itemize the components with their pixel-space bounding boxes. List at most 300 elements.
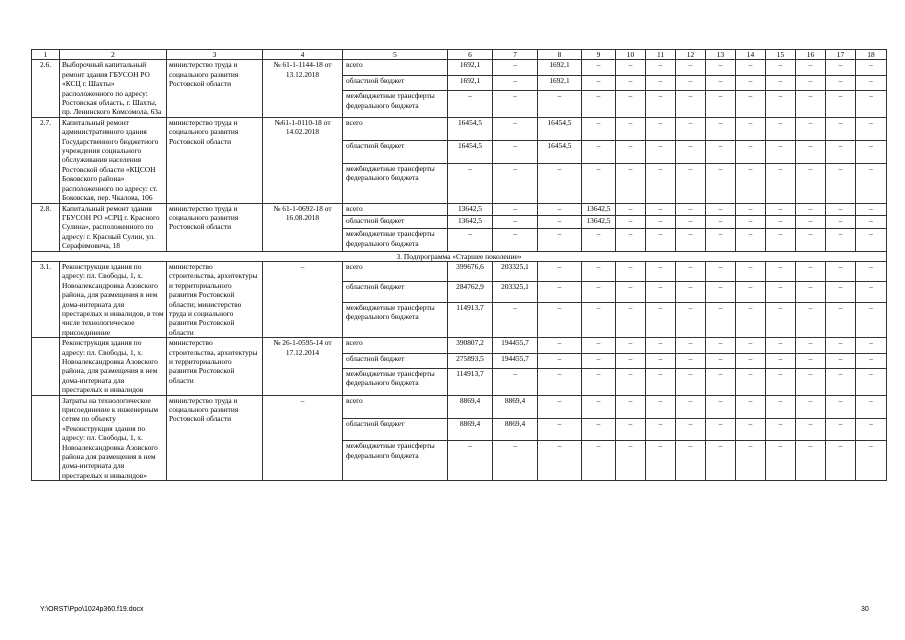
amount-cell: – (826, 338, 856, 353)
amount-cell: – (826, 418, 856, 441)
amount-cell: – (706, 216, 736, 229)
amount-cell: – (582, 75, 616, 90)
amount-cell: – (826, 282, 856, 302)
amount-cell: – (493, 229, 538, 251)
amount-cell: – (766, 91, 796, 118)
amount-cell: – (646, 75, 676, 90)
amount-cell: – (706, 418, 736, 441)
amount-cell: – (646, 216, 676, 229)
amount-cell: – (538, 368, 582, 395)
amount-cell: – (616, 203, 646, 216)
funding-source: областной бюджет (343, 282, 448, 302)
amount-cell: – (616, 338, 646, 353)
amount-cell: – (856, 282, 887, 302)
amount-cell: – (538, 395, 582, 418)
amount-cell: – (646, 140, 676, 163)
table-row (32, 117, 887, 140)
amount-cell: – (826, 140, 856, 163)
amount-cell: – (538, 441, 582, 481)
amount-cell: – (796, 163, 826, 203)
amount-cell: – (796, 261, 826, 281)
funding-source: всего (343, 338, 448, 353)
amount-cell: – (582, 302, 616, 337)
amount-cell: – (538, 91, 582, 118)
column-number-header (32, 50, 887, 60)
amount-cell: – (616, 163, 646, 203)
amount-cell: 194455,7 (493, 338, 538, 353)
amount-cell: – (646, 395, 676, 418)
amount-cell: – (766, 261, 796, 281)
column-header: 14 (736, 50, 766, 60)
amount-cell: 203325,1 (493, 261, 538, 281)
funding-source: областной бюджет (343, 353, 448, 368)
amount-cell: – (706, 163, 736, 203)
amount-cell: – (616, 261, 646, 281)
amount-cell: – (616, 117, 646, 140)
amount-cell: – (616, 75, 646, 90)
amount-cell: – (796, 60, 826, 75)
amount-cell: – (616, 216, 646, 229)
amount-cell: – (582, 353, 616, 368)
column-header: 4 (263, 50, 343, 60)
amount-cell: – (706, 60, 736, 75)
column-header: 13 (706, 50, 736, 60)
footer-file-path: Y:\ORST\Ppo\1024p360.f19.docx (40, 606, 144, 613)
amount-cell: – (736, 302, 766, 337)
amount-cell: 8869,4 (493, 418, 538, 441)
amount-cell: – (856, 163, 887, 203)
amount-cell: – (538, 229, 582, 251)
amount-cell: – (493, 216, 538, 229)
amount-cell: – (766, 216, 796, 229)
amount-cell: 1692,1 (448, 60, 493, 75)
amount-cell: – (796, 368, 826, 395)
amount-cell: – (646, 163, 676, 203)
amount-cell: – (706, 75, 736, 90)
column-header: 10 (616, 50, 646, 60)
amount-cell: – (766, 282, 796, 302)
amount-cell: – (646, 441, 676, 481)
amount-cell: – (766, 203, 796, 216)
funding-source: всего (343, 261, 448, 281)
amount-cell: – (766, 140, 796, 163)
amount-cell: – (582, 368, 616, 395)
object-name: Капитальный ремонт здания ГБУСОН РО «СРЦ г. Красного Сулина», расположенного по адресу: г. Красный Сулин, ул. Серафимовича, 18 (60, 203, 167, 251)
amount-cell: – (538, 282, 582, 302)
amount-cell: – (538, 353, 582, 368)
amount-cell: – (582, 117, 616, 140)
amount-cell: – (616, 418, 646, 441)
amount-cell: – (796, 441, 826, 481)
amount-cell: – (706, 338, 736, 353)
amount-cell: 275893,5 (448, 353, 493, 368)
amount-cell: – (646, 91, 676, 118)
item-number (32, 338, 60, 395)
table-row (32, 60, 887, 75)
amount-cell: – (676, 261, 706, 281)
amount-cell: – (766, 441, 796, 481)
amount-cell: – (646, 229, 676, 251)
amount-cell: – (796, 117, 826, 140)
amount-cell: – (826, 441, 856, 481)
amount-cell: – (493, 140, 538, 163)
document-table-container (31, 49, 876, 481)
amount-cell: – (646, 302, 676, 337)
amount-cell: 8869,4 (448, 418, 493, 441)
amount-cell: – (796, 338, 826, 353)
amount-cell: – (766, 75, 796, 90)
amount-cell: – (856, 441, 887, 481)
object-name: Выборочный капитальный ремонт здания ГБУСОН РО «КСЦ г. Шахты» расположенного по адресу: Ростовская область, г. Шахты, пр. Ленинского Комсомола, 63а (60, 60, 167, 117)
amount-cell: – (766, 117, 796, 140)
funding-source: областной бюджет (343, 140, 448, 163)
amount-cell: 399676,6 (448, 261, 493, 281)
amount-cell: – (856, 368, 887, 395)
amount-cell: 16454,5 (538, 117, 582, 140)
amount-cell: – (616, 368, 646, 395)
amount-cell: – (616, 140, 646, 163)
amount-cell: – (616, 282, 646, 302)
funding-source: межбюджетные трансферты федерального бюджета (343, 302, 448, 337)
amount-cell: – (856, 261, 887, 281)
amount-cell: – (706, 117, 736, 140)
amount-cell: – (766, 163, 796, 203)
column-header: 9 (582, 50, 616, 60)
amount-cell: – (616, 302, 646, 337)
amount-cell: – (582, 261, 616, 281)
amount-cell: 16454,5 (448, 140, 493, 163)
amount-cell: – (706, 441, 736, 481)
amount-cell: 390807,2 (448, 338, 493, 353)
expertise-document: – (263, 261, 343, 337)
amount-cell: – (796, 229, 826, 251)
column-header: 5 (343, 50, 448, 60)
amount-cell: – (826, 395, 856, 418)
amount-cell: – (736, 140, 766, 163)
amount-cell: – (856, 140, 887, 163)
funding-source: областной бюджет (343, 75, 448, 90)
amount-cell: – (493, 368, 538, 395)
amount-cell: 1692,1 (538, 75, 582, 90)
amount-cell: – (766, 353, 796, 368)
amount-cell: 203325,1 (493, 282, 538, 302)
executor: министерство строительства, архитектуры и территориального развития Ростовской области (167, 338, 263, 395)
funding-source: межбюджетные трансферты федерального бюджета (343, 441, 448, 481)
amount-cell: – (646, 117, 676, 140)
executor: министерство труда и социального развития Ростовской области (167, 117, 263, 203)
amount-cell: 194455,7 (493, 353, 538, 368)
column-header: 6 (448, 50, 493, 60)
funding-source: всего (343, 203, 448, 216)
amount-cell: – (582, 163, 616, 203)
amount-cell: – (616, 441, 646, 481)
item-number: 2.7. (32, 117, 60, 203)
amount-cell: – (676, 395, 706, 418)
amount-cell: – (856, 418, 887, 441)
amount-cell: – (493, 203, 538, 216)
amount-cell: – (616, 395, 646, 418)
amount-cell: – (493, 163, 538, 203)
table-row (32, 203, 887, 216)
amount-cell: – (448, 441, 493, 481)
amount-cell: – (646, 353, 676, 368)
amount-cell: – (826, 163, 856, 203)
amount-cell: – (582, 441, 616, 481)
column-header: 7 (493, 50, 538, 60)
amount-cell: – (706, 140, 736, 163)
amount-cell: – (646, 368, 676, 395)
amount-cell: – (646, 261, 676, 281)
funding-source: межбюджетные трансферты федерального бюджета (343, 91, 448, 118)
amount-cell: – (706, 395, 736, 418)
amount-cell: – (538, 302, 582, 337)
amount-cell: – (736, 338, 766, 353)
amount-cell: – (676, 75, 706, 90)
column-header: 17 (826, 50, 856, 60)
amount-cell: – (856, 302, 887, 337)
subprogram-row (32, 251, 887, 261)
amount-cell: 13642,5 (582, 203, 616, 216)
object-name: Реконструкция здания по адресу: пл. Свободы, 1, х. Новоалександровка Азовского района, для размещения в нем дома-интерната для престарелых и инвалидов (60, 338, 167, 395)
amount-cell: – (796, 418, 826, 441)
amount-cell: 114913,7 (448, 302, 493, 337)
amount-cell: – (676, 302, 706, 337)
executor: министерство труда и социального развития Ростовской области (167, 60, 263, 117)
amount-cell: – (706, 229, 736, 251)
amount-cell: – (736, 203, 766, 216)
amount-cell: 114913,7 (448, 368, 493, 395)
amount-cell: – (796, 395, 826, 418)
expertise-document: № 61-1-1144-18 от 13.12.2018 (263, 60, 343, 117)
amount-cell: – (796, 282, 826, 302)
amount-cell: – (676, 163, 706, 203)
amount-cell: – (493, 75, 538, 90)
amount-cell: – (538, 261, 582, 281)
amount-cell: – (736, 75, 766, 90)
amount-cell: – (582, 60, 616, 75)
amount-cell: – (736, 368, 766, 395)
executor: министерство строительства, архитектуры и территориального развития Ростовской области; министерство труда и социального развития Ростовской области (167, 261, 263, 337)
amount-cell: – (826, 91, 856, 118)
amount-cell: – (856, 353, 887, 368)
column-header: 8 (538, 50, 582, 60)
amount-cell: – (766, 368, 796, 395)
amount-cell: – (616, 60, 646, 75)
amount-cell: – (796, 91, 826, 118)
table-row (32, 261, 887, 281)
amount-cell: – (826, 229, 856, 251)
amount-cell: – (706, 282, 736, 302)
amount-cell: – (736, 261, 766, 281)
amount-cell: – (676, 140, 706, 163)
amount-cell: – (766, 395, 796, 418)
amount-cell: – (538, 203, 582, 216)
amount-cell: 13642,5 (448, 203, 493, 216)
funding-source: всего (343, 395, 448, 418)
funding-source: областной бюджет (343, 418, 448, 441)
table-row (32, 395, 887, 418)
funding-source: всего (343, 60, 448, 75)
funding-source: межбюджетные трансферты федерального бюджета (343, 229, 448, 251)
amount-cell: – (493, 441, 538, 481)
object-name: Затраты на технологическое присоединение к инженерным сетям по объекту «Реконструкция здания по адресу: пл. Свободы, 1, х. Новоалександровка Азовского района для размещения в нем дома-интерната для престарелых и инвалидов» (60, 395, 167, 481)
amount-cell: – (493, 91, 538, 118)
amount-cell: – (616, 229, 646, 251)
amount-cell: – (676, 216, 706, 229)
amount-cell: – (582, 91, 616, 118)
amount-cell: – (706, 203, 736, 216)
amount-cell: – (582, 282, 616, 302)
amount-cell: – (826, 60, 856, 75)
amount-cell: – (448, 91, 493, 118)
table-body-section-2 (32, 60, 887, 251)
amount-cell: – (856, 338, 887, 353)
amount-cell: – (676, 441, 706, 481)
amount-cell: – (448, 229, 493, 251)
amount-cell: – (538, 418, 582, 441)
item-number: 3.1. (32, 261, 60, 337)
column-header: 11 (646, 50, 676, 60)
amount-cell: – (826, 368, 856, 395)
amount-cell: – (582, 418, 616, 441)
amount-cell: – (582, 229, 616, 251)
amount-cell: – (796, 302, 826, 337)
amount-cell: 1692,1 (448, 75, 493, 90)
amount-cell: – (736, 60, 766, 75)
subprogram-title: 3. Подпрограмма «Старшее поколение» (32, 251, 887, 261)
amount-cell: – (646, 203, 676, 216)
amount-cell: – (796, 353, 826, 368)
amount-cell: – (766, 302, 796, 337)
amount-cell: – (676, 338, 706, 353)
funding-source: межбюджетные трансферты федерального бюджета (343, 368, 448, 395)
column-header: 18 (856, 50, 887, 60)
amount-cell: – (676, 60, 706, 75)
table-body-section-3 (32, 261, 887, 480)
amount-cell: – (448, 163, 493, 203)
amount-cell: – (856, 75, 887, 90)
amount-cell: 16454,5 (538, 140, 582, 163)
amount-cell: – (676, 368, 706, 395)
amount-cell: – (676, 353, 706, 368)
expertise-document: № 26-1-0595-14 от 17.12.2014 (263, 338, 343, 395)
amount-cell: – (736, 163, 766, 203)
page-number: 30 (861, 606, 869, 613)
amount-cell: – (582, 338, 616, 353)
amount-cell: – (646, 282, 676, 302)
amount-cell: – (856, 91, 887, 118)
amount-cell: – (796, 140, 826, 163)
amount-cell: – (736, 117, 766, 140)
amount-cell: 8869,4 (493, 395, 538, 418)
column-header: 3 (167, 50, 263, 60)
amount-cell: – (676, 91, 706, 118)
column-header: 1 (32, 50, 60, 60)
amount-cell: – (493, 60, 538, 75)
column-header: 16 (796, 50, 826, 60)
financing-table (31, 49, 887, 481)
amount-cell: – (856, 117, 887, 140)
amount-cell: – (856, 229, 887, 251)
amount-cell: – (826, 117, 856, 140)
amount-cell: – (706, 302, 736, 337)
amount-cell: – (826, 261, 856, 281)
amount-cell: – (676, 117, 706, 140)
amount-cell: – (856, 216, 887, 229)
column-header: 15 (766, 50, 796, 60)
amount-cell: – (826, 75, 856, 90)
amount-cell: – (736, 282, 766, 302)
amount-cell: – (538, 216, 582, 229)
funding-source: межбюджетные трансферты федерального бюджета (343, 163, 448, 203)
amount-cell: – (856, 60, 887, 75)
amount-cell: – (676, 418, 706, 441)
item-number: 2.6. (32, 60, 60, 117)
amount-cell: – (736, 229, 766, 251)
column-header: 12 (676, 50, 706, 60)
amount-cell: – (796, 203, 826, 216)
amount-cell: – (736, 395, 766, 418)
amount-cell: – (796, 216, 826, 229)
amount-cell: – (766, 338, 796, 353)
object-name: Капитальный ремонт административного здания Государственного бюджетного учреждения социального обслуживания населения Ростовской области «КЦСОН Боковского района» расположенного по адресу: ст. Боковская, пер. Чкалова, 106 (60, 117, 167, 203)
amount-cell: 13642,5 (448, 216, 493, 229)
amount-cell: – (856, 203, 887, 216)
amount-cell: – (766, 418, 796, 441)
table-row (32, 338, 887, 353)
amount-cell: – (766, 60, 796, 75)
amount-cell: – (826, 353, 856, 368)
object-name: Реконструкция здания по адресу: пл. Свободы, 1, х. Новоалександровка Азовского района, для размещения в нем дома-интерната для престарелых и инвалидов, в том числе технологическое присоединение (60, 261, 167, 337)
amount-cell: – (826, 302, 856, 337)
column-header: 2 (60, 50, 167, 60)
amount-cell: – (706, 91, 736, 118)
item-number: 2.8. (32, 203, 60, 251)
amount-cell: – (736, 91, 766, 118)
amount-cell: – (646, 418, 676, 441)
funding-source: всего (343, 117, 448, 140)
amount-cell: – (826, 216, 856, 229)
executor: министерство труда и социального развития Ростовской области (167, 395, 263, 481)
amount-cell: – (616, 91, 646, 118)
amount-cell: – (538, 163, 582, 203)
executor: министерство труда и социального развития Ростовской области (167, 203, 263, 251)
amount-cell: – (676, 203, 706, 216)
expertise-document: №61-1-0110-18 от 14.02.2018 (263, 117, 343, 203)
amount-cell: – (736, 216, 766, 229)
item-number (32, 395, 60, 481)
amount-cell: 8869,4 (448, 395, 493, 418)
amount-cell: – (676, 229, 706, 251)
amount-cell: – (676, 282, 706, 302)
amount-cell: 284762,9 (448, 282, 493, 302)
amount-cell: – (582, 395, 616, 418)
amount-cell: – (538, 338, 582, 353)
amount-cell: – (706, 353, 736, 368)
amount-cell: – (582, 140, 616, 163)
amount-cell: – (826, 203, 856, 216)
funding-source: областной бюджет (343, 216, 448, 229)
amount-cell: – (736, 418, 766, 441)
amount-cell: 16454,5 (448, 117, 493, 140)
amount-cell: – (616, 353, 646, 368)
amount-cell: – (796, 75, 826, 90)
expertise-document: № 61-1-0692-18 от 16.08.2018 (263, 203, 343, 251)
amount-cell: – (766, 229, 796, 251)
amount-cell: – (646, 60, 676, 75)
amount-cell: – (736, 441, 766, 481)
expertise-document: – (263, 395, 343, 481)
